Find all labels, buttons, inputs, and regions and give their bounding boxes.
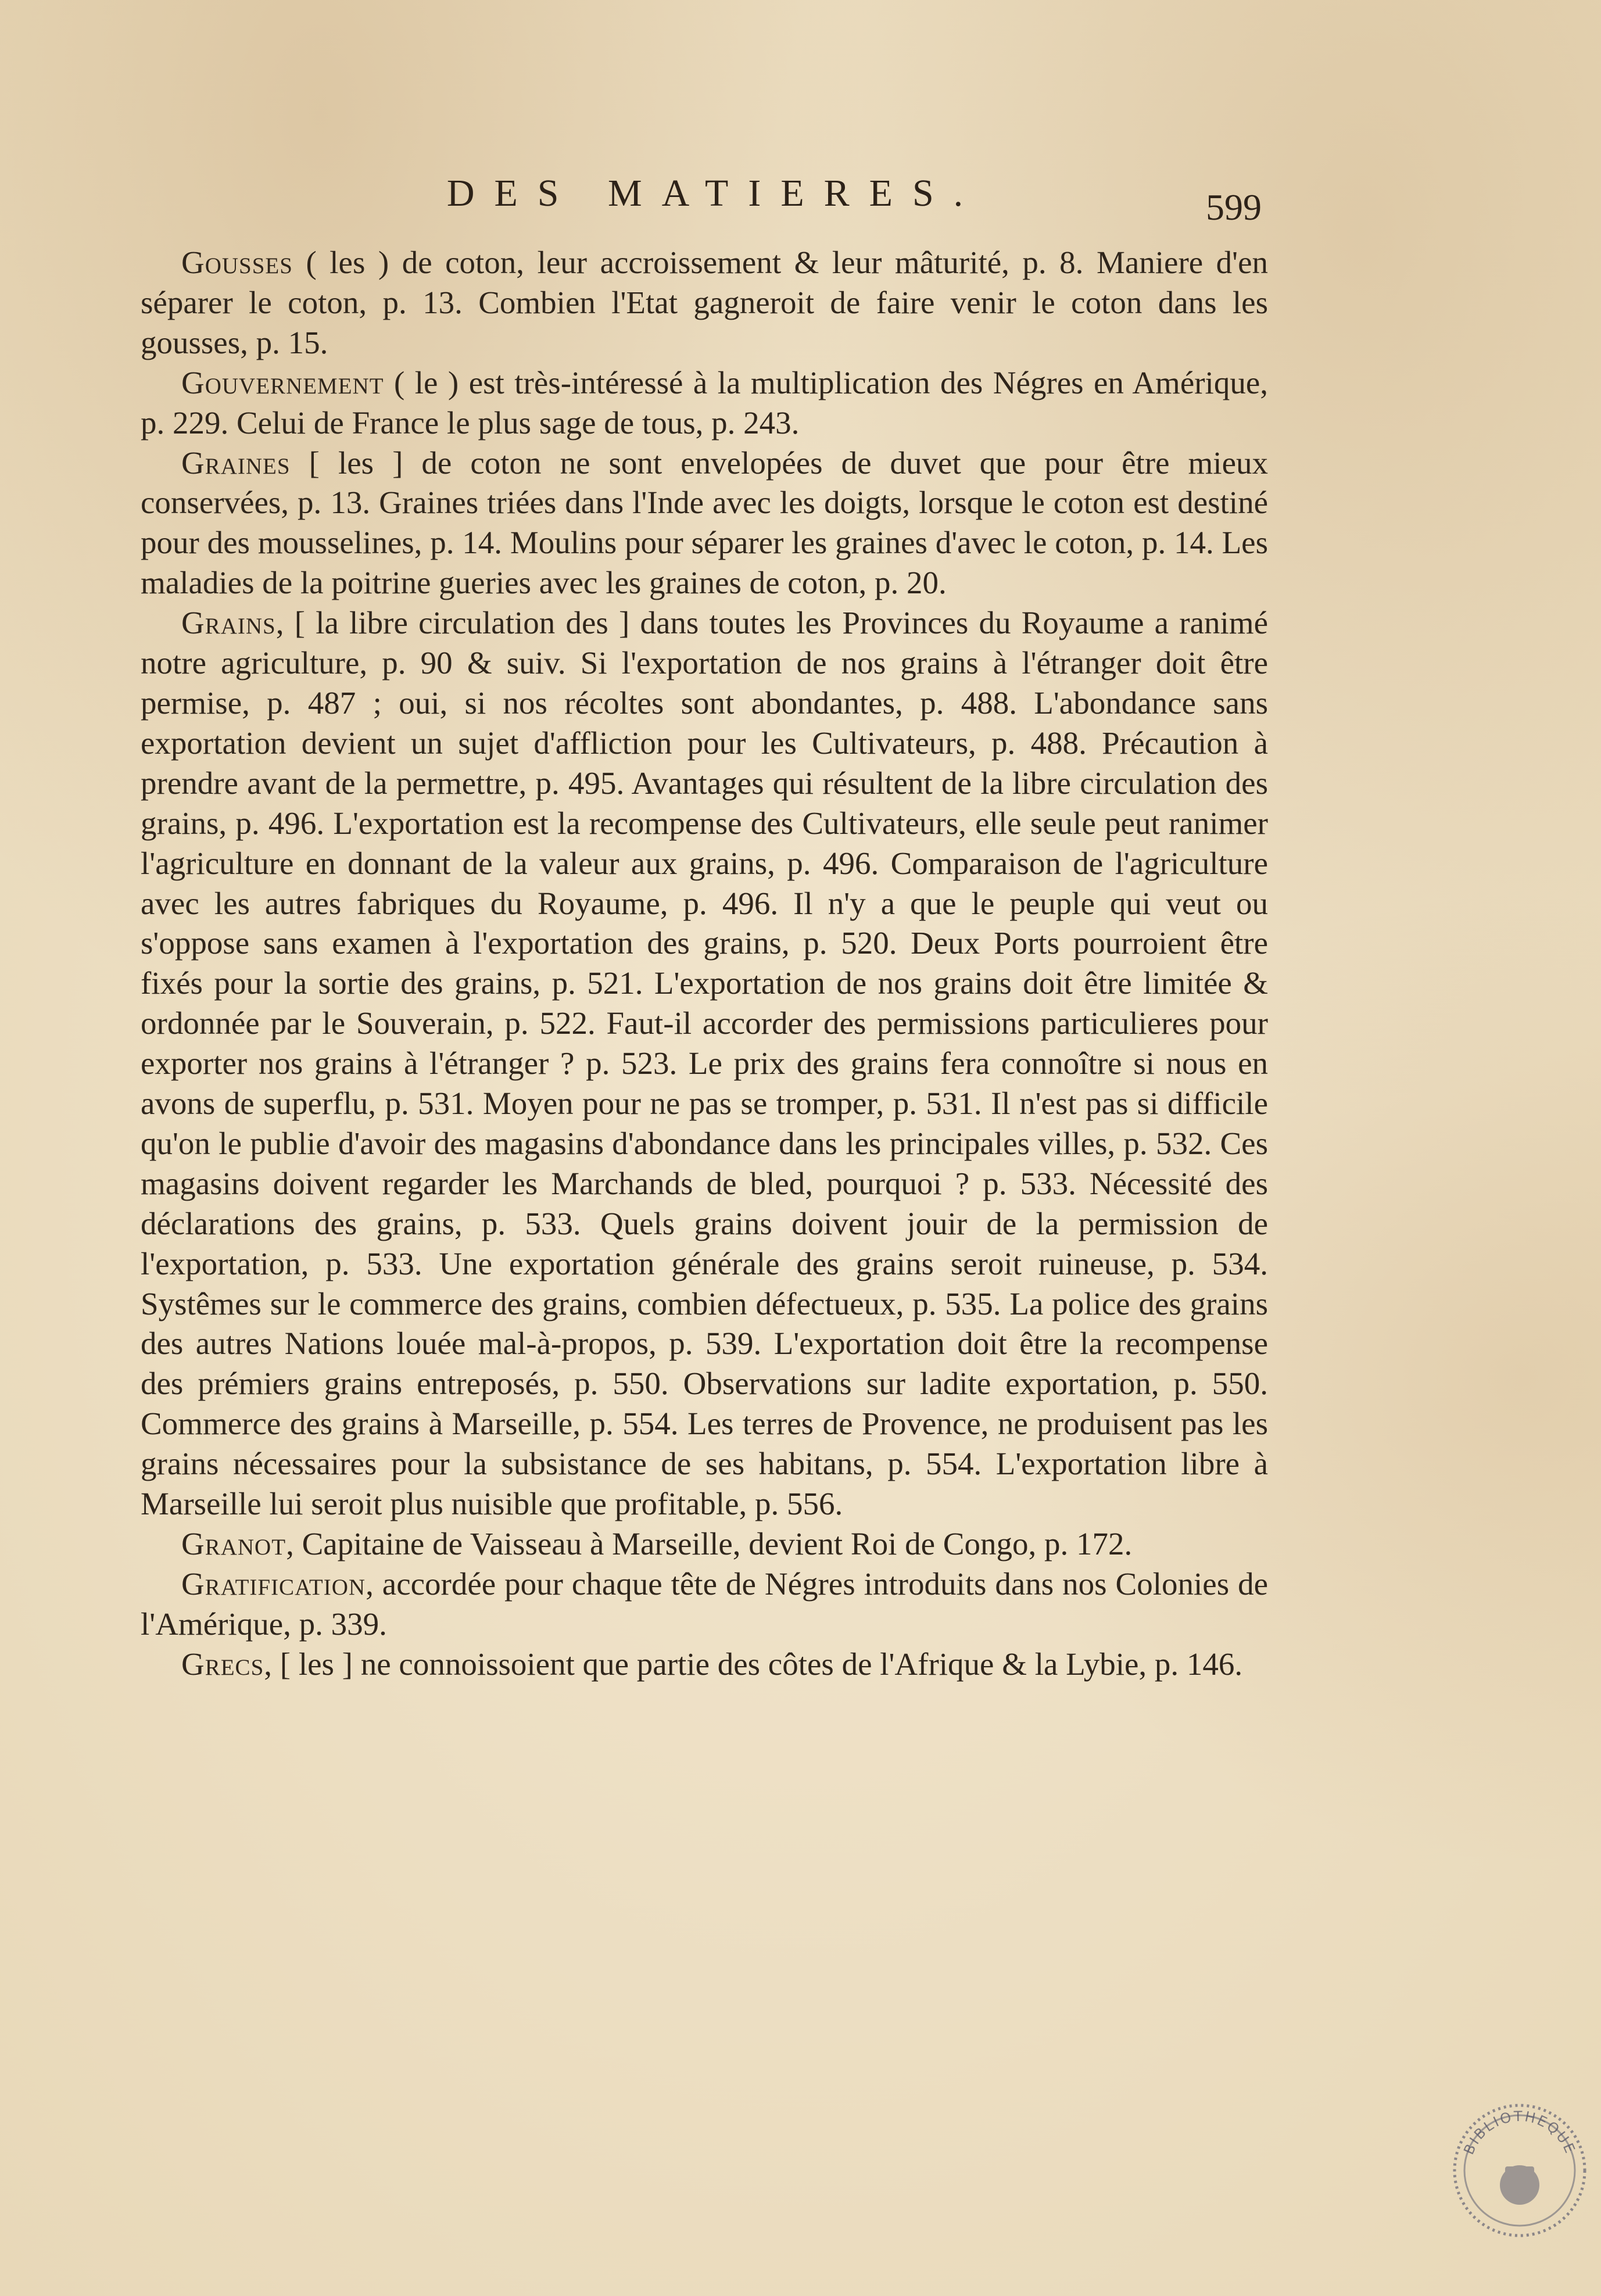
index-entry-gouvernement [141, 363, 1268, 443]
index-entry-granot [141, 1524, 1268, 1564]
index-entry-grains [141, 603, 1268, 1524]
entry-headword: Gousses [181, 245, 293, 280]
entry-headword: Grains [181, 605, 276, 641]
library-stamp-icon [1447, 2098, 1592, 2243]
svg-text:BIBLIOTHEQUE: BIBLIOTHEQUE [1460, 2108, 1579, 2157]
index-entry-grecs [141, 1645, 1268, 1685]
entry-headword: Graines [181, 445, 291, 481]
entry-text: ( le ) est très-intéressé à la multiplication des Négres en Amérique, p. 229. Celui de France le plus sage de tous, p. 243. [141, 364, 1268, 440]
entry-text: , [ les ] ne connoissoient que partie des côtes de l'Afrique & la Lybie, p. 146. [264, 1646, 1243, 1682]
page-number: 599 [1206, 187, 1262, 228]
entry-headword: Gouvernement [181, 364, 384, 400]
entry-text: ( les ) de coton, leur accroissement & leur mâturité, p. 8. Maniere d'en séparer le coton, p. 13. Combien l'Etat gagneroit de faire venir le coton dans les gousses, p. 15. [141, 245, 1268, 360]
index-entry-gousses [141, 243, 1268, 363]
entry-text: , [ la libre circulation des ] dans toutes les Provinces du Royaume a ranimé notre agriculture, p. 90 & suiv. Si l'exportation de nos grains à l'étranger doit être permise, p. 487 ; oui, si nos récoltes sont abondantes, p. 488. L'abondance sans exportation devient un sujet d'affliction pour les Cultivateurs, p. 488. Précaution à prendre avant de la permettre, p. 495. Avantages qui résultent de la libre circulation des grains, p. 496. L'exportation est la recompense des Cultivateurs, elle seule peut ranimer l'agriculture en donnant de la valeur aux grains, p. 496. Comparaison de l'agriculture avec les autres fabriques du Royaume, p. 496. Il n'y a que le peuple qui veut ou s'oppose sans examen à l'exportation des grains, p. 520. Deux Ports pourroient être fixés pour la sortie des grains, p. 521. L'exportation de nos grains doit être limitée & ordonnée par le Souverain, p. 522. Faut-il accorder des permissions particulieres pour exporter nos grains à l'étranger ? p. 523. Le prix des grains fera connoître si nous en avons de superflu, p. 531. Moyen pour ne pas se tromper, p. 531. Il n'est pas si difficile qu'on le publie d'avoir des magasins d'abondance dans les principales villes, p. 532. Ces magasins doivent regarder les Marchands de bled, pourquoi ? p. 533. Nécessité des déclarations des grains, p. 533. Quels grains doivent jouir de la permission de l'exportation, p. 533. Une exportation générale des grains seroit ruineuse, p. 534. Systêmes sur le commerce des grains, combien défectueux, p. 535. La police des grains des autres Nations louée mal-à-propos, p. 539. L'exportation doit être la recompense des prémiers grains entreposés, p. 550. Observations sur ladite exportation, p. 550. Commerce des grains à Marseille, p. 554. Les terres de Provence, ne produisent pas les grains nécessaires pour la subsistance de ses habitans, p. 554. L'exportation libre à Marseille lui seroit plus nuisible que profitable, p. 556. [141, 605, 1268, 1522]
entry-headword: Granot [181, 1526, 286, 1561]
entry-text: , accordée pour chaque tête de Négres introduits dans nos Colonies de l'Amérique, p. 339. [141, 1566, 1268, 1642]
index-entry-graines [141, 443, 1268, 604]
running-head: DES MATIERES. [446, 172, 983, 214]
entry-headword: Grecs [181, 1646, 264, 1682]
index-entries [141, 243, 1268, 1685]
index-entry-gratification [141, 1564, 1268, 1645]
entry-headword: Gratification [181, 1566, 366, 1602]
entry-text: , Capitaine de Vaisseau à Marseille, devient Roi de Congo, p. 172. [286, 1526, 1133, 1561]
entry-text: [ les ] de coton ne sont envelopées de duvet que pour être mieux conservées, p. 13. Graines triées dans l'Inde avec les doigts, lorsque le coton est destiné pour des mousselines, p. 14. Moulins pour séparer les graines d'avec le coton, p. 14. Les maladies de la poitrine gueries avec les graines de coton, p. 20. [141, 445, 1268, 601]
